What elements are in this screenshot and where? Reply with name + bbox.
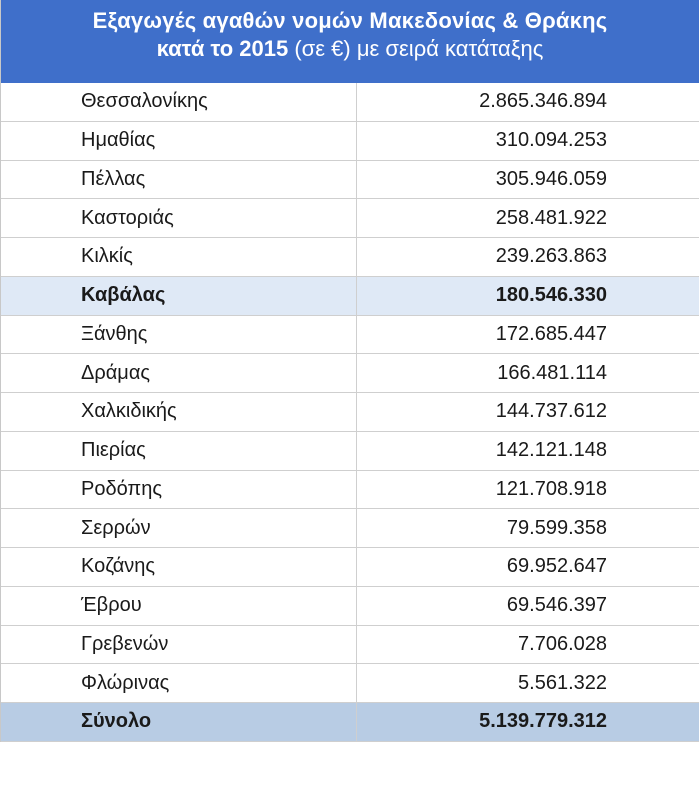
export-value: 69.952.647: [506, 555, 607, 578]
export-value: 239.263.863: [495, 245, 607, 268]
table-header: [0, 0, 699, 83]
table-title-line1: Εξαγωγές αγαθών νομών Μακεδονίας & Θράκης: [92, 8, 608, 33]
table-row: [1, 354, 699, 393]
table-row: [1, 393, 699, 432]
prefecture-name: Γρεβενών: [1, 626, 357, 664]
prefecture-name: Δράμας: [1, 354, 357, 392]
export-value: 69.546.397: [506, 594, 607, 617]
table-title-year: κατά το 2015: [156, 36, 289, 61]
prefecture-name: Πέλλας: [1, 161, 357, 199]
prefecture-name: Χαλκιδικής: [1, 393, 357, 431]
table-row: [1, 664, 699, 703]
prefecture-name: Ροδόπης: [1, 471, 357, 509]
table-row-highlighted: [1, 277, 699, 316]
table-body: [0, 83, 699, 742]
prefecture-name: Καβάλας: [1, 277, 357, 315]
table-row: [1, 199, 699, 238]
prefecture-name: Ξάνθης: [1, 316, 357, 354]
export-value: 180.546.330: [495, 284, 607, 307]
table-row: [1, 432, 699, 471]
export-value: 5.561.322: [518, 671, 607, 694]
table-row: [1, 161, 699, 200]
table-row: [1, 83, 699, 122]
table-row: [1, 626, 699, 665]
export-value: 121.708.918: [495, 477, 607, 500]
prefecture-name: Φλώρινας: [1, 664, 357, 702]
prefecture-name: Ημαθίας: [1, 122, 357, 160]
table-title-rest: (σε €) με σειρά κατάταξης: [288, 36, 544, 61]
prefecture-name: Έβρου: [1, 587, 357, 625]
table-row: [1, 316, 699, 355]
prefecture-name: Κιλκίς: [1, 238, 357, 276]
export-value: 305.946.059: [495, 167, 607, 190]
export-value: 2.865.346.894: [479, 90, 607, 113]
total-value: 5.139.779.312: [479, 710, 607, 733]
export-value: 7.706.028: [518, 632, 607, 655]
table-row: [1, 587, 699, 626]
table-row: [1, 509, 699, 548]
export-value: 166.481.114: [497, 361, 607, 384]
prefecture-name: Πιερίας: [1, 432, 357, 470]
table-row: [1, 548, 699, 587]
export-value: 79.599.358: [506, 516, 607, 539]
prefecture-name: Σερρών: [1, 509, 357, 547]
export-value: 172.685.447: [495, 322, 607, 345]
export-value: 144.737.612: [495, 400, 607, 423]
table-title-line2: [1, 36, 699, 62]
table-row: [1, 238, 699, 277]
export-value: 258.481.922: [495, 206, 607, 229]
table-row: [1, 471, 699, 510]
table-row: [1, 122, 699, 161]
table-row-total: [1, 703, 699, 742]
prefecture-name: Κοζάνης: [1, 548, 357, 586]
prefecture-name: Καστοριάς: [1, 199, 357, 237]
prefecture-name: Θεσσαλονίκης: [1, 83, 357, 121]
total-label: Σύνολο: [1, 703, 357, 741]
export-value: 142.121.148: [495, 439, 607, 462]
export-value: 310.094.253: [495, 129, 607, 152]
